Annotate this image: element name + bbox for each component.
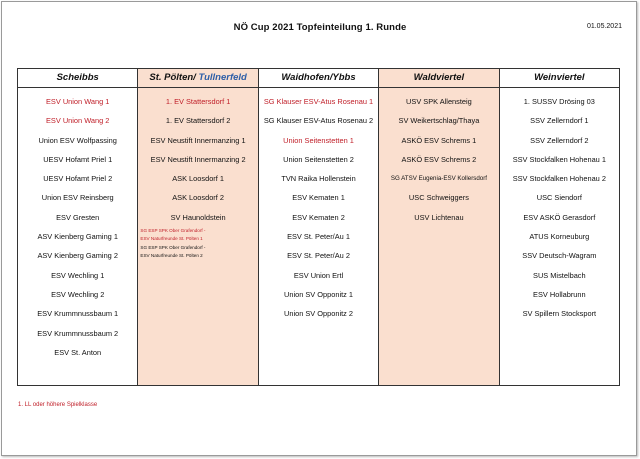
team-entry: Union ESV Reinsberg — [41, 193, 114, 203]
team-entry: ESV Naturfreunde St. Pölten 2 — [140, 253, 203, 259]
team-entry: 1. EV Stattersdorf 2 — [165, 116, 231, 126]
team-entry: SSV Stockfalken Hohenau 1 — [512, 154, 606, 164]
team-entry: SSV Stockfalken Hohenau 2 — [512, 174, 606, 184]
team-entry: SUS Mistelbach — [533, 270, 586, 280]
column-items — [259, 88, 378, 324]
team-entry: TVN Raika Hollenstein — [281, 174, 356, 184]
team-entry: ESV Krummnussbaum 1 — [37, 309, 119, 319]
column-header-main: St. Pölten/ — [149, 72, 196, 83]
team-entry: 1. SUSSV Drösing 03 — [523, 97, 595, 106]
column-items — [379, 88, 498, 227]
team-entry: SSV Deutsch-Wagram — [522, 251, 597, 261]
column-st-poelten — [138, 69, 258, 385]
team-entry: USC Siendorf — [536, 193, 582, 203]
team-entry: ESV St. Anton — [54, 347, 102, 357]
column-items — [500, 88, 619, 324]
team-entry: SV Spillern Stocksport — [522, 309, 597, 319]
group-table — [17, 68, 620, 386]
team-entry: ESV Hollabrunn — [533, 289, 586, 299]
team-entry: SG ESP SPK Ober Grafendorf - — [140, 228, 206, 234]
team-entry: ASV Kienberg Gaming 2 — [37, 251, 118, 261]
team-entry: ASKÖ ESV Schrems 2 — [401, 154, 477, 164]
column-waldviertel — [379, 69, 499, 385]
team-entry: USV SPK Allensteig — [406, 97, 472, 106]
team-entry: SG Klauser ESV-Atus Rosenau 1 — [263, 97, 374, 106]
team-entry: ATUS Korneuburg — [529, 232, 590, 242]
column-waidhofen — [259, 69, 379, 385]
column-weinviertel — [500, 69, 619, 385]
team-entry: ESV Naturfreunde St. Pölten 1 — [140, 236, 203, 242]
team-entry: Union Seitenstetten 1 — [283, 135, 354, 145]
column-items — [138, 88, 257, 261]
team-entry: SV Weikertschlag/Thaya — [398, 116, 480, 126]
team-entry: ESV Gresten — [56, 212, 100, 222]
team-entry: ASKÖ ESV Schrems 1 — [401, 135, 477, 145]
column-header: Scheibbs — [18, 69, 137, 88]
team-entry: USC Schweiggers — [408, 193, 469, 203]
team-entry: ESV Krummnussbaum 2 — [37, 328, 119, 338]
column-header: Waidhofen/Ybbs — [259, 69, 378, 88]
team-entry: SSV Zellerndorf 2 — [530, 135, 589, 145]
team-entry: ESV Neustift Innermanzing 2 — [150, 154, 246, 164]
column-header: Weinviertel — [500, 69, 619, 88]
team-entry: Union ESV Wolfpassing — [38, 135, 117, 145]
footnote: 1. LL oder höhere Spielklasse — [18, 402, 98, 408]
team-entry: SG ESP SPK Ober Grafendorf - — [140, 244, 206, 250]
team-entry: SV Haunoldstein — [170, 212, 226, 222]
team-entry: ASK Loosdorf 2 — [172, 193, 224, 203]
team-entry: ESV Union Wang 1 — [46, 97, 110, 106]
column-items — [18, 88, 137, 362]
column-header-suffix: Tullnerfeld — [195, 72, 247, 83]
team-entry: ESV Wechling 2 — [51, 289, 105, 299]
team-entry: UESV Hofamt Priel 1 — [43, 154, 113, 164]
team-entry: SG ATSV Eugenia-ESV Kollersdorf — [390, 175, 488, 183]
team-entry: ESV Neustift Innermanzing 1 — [150, 135, 246, 145]
team-entry: ESV Kematen 1 — [292, 193, 345, 203]
team-entry: ASK Loosdorf 1 — [172, 174, 224, 184]
document-date: 01.05.2021 — [586, 23, 622, 30]
column-header — [138, 69, 257, 88]
team-entry: ESV St. Peter/Au 2 — [287, 251, 350, 261]
team-entry: SG Klauser ESV-Atus Rosenau 2 — [263, 116, 374, 126]
team-entry: Union SV Opponitz 1 — [284, 289, 354, 299]
team-entry: ESV Union Wang 2 — [46, 116, 110, 126]
document-title: NÖ Cup 2021 Topfeinteilung 1. Runde — [233, 22, 407, 33]
column-header: Waldviertel — [379, 69, 498, 88]
team-entry: ASV Kienberg Gaming 1 — [37, 232, 118, 242]
team-entry: 1. EV Stattersdorf 1 — [165, 97, 231, 106]
column-scheibbs — [18, 69, 138, 385]
team-entry: Union Seitenstetten 2 — [283, 154, 354, 164]
team-entry: Union SV Opponitz 2 — [284, 309, 354, 319]
team-entry: SSV Zellerndorf 1 — [530, 116, 589, 126]
team-entry: ESV ASKÖ Gerasdorf — [523, 212, 596, 222]
team-entry: ESV Union Ertl — [293, 270, 344, 280]
team-entry: ESV St. Peter/Au 1 — [287, 232, 350, 242]
team-entry: ESV Wechling 1 — [51, 270, 105, 280]
team-entry: USV Lichtenau — [414, 212, 464, 222]
team-entry: ESV Kematen 2 — [292, 212, 345, 222]
team-entry: UESV Hofamt Priel 2 — [43, 174, 113, 184]
